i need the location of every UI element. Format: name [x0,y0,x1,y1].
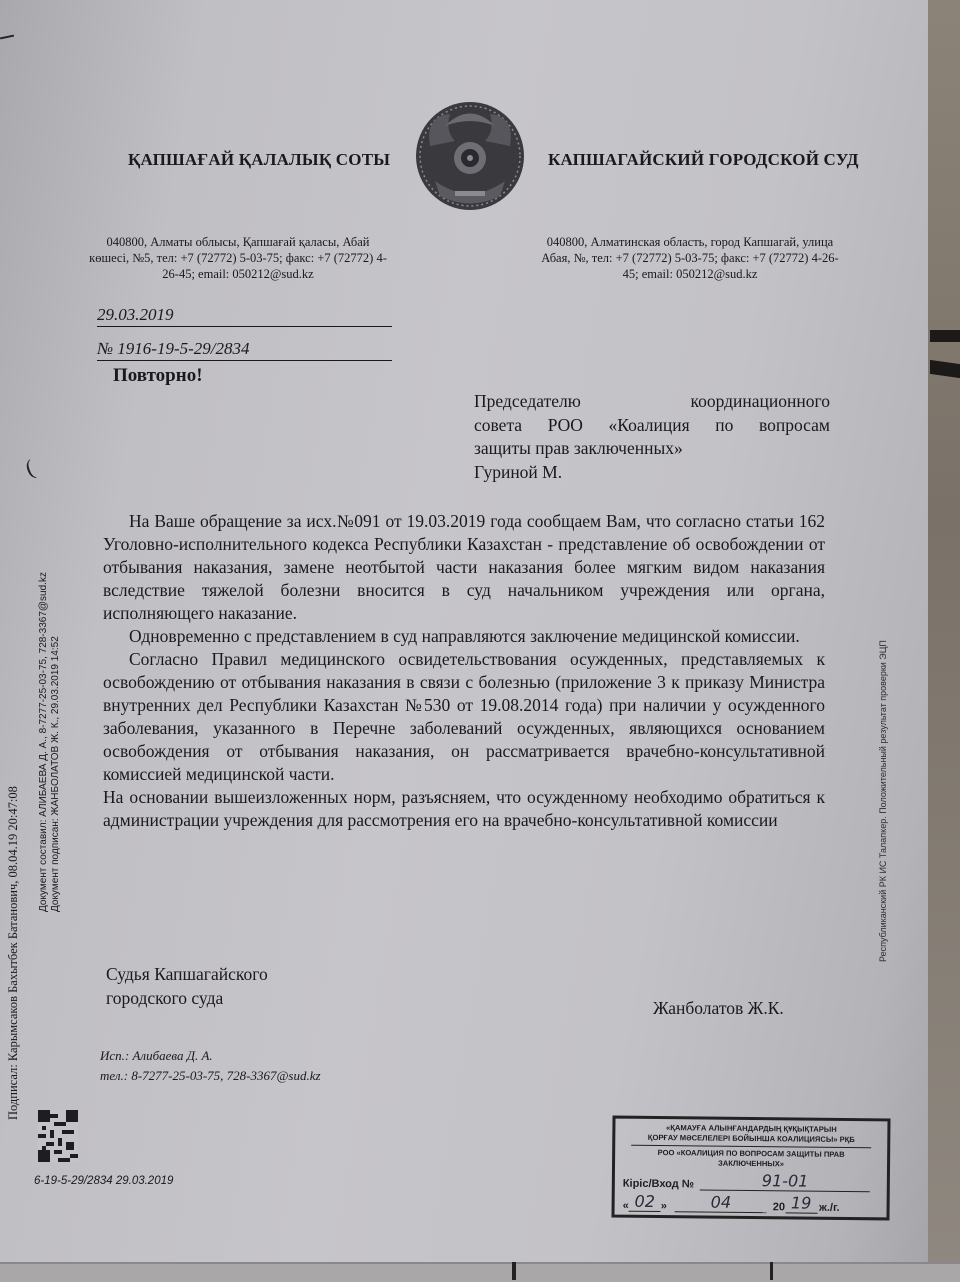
address-kz: 040800, Алматы облысы, Қапшағай қаласы, Абай көшесі, №5, тел: +7 (72772) 5-03-75; факс: +7 (72772) 4-26-45; email: 050212@sud.kz [89,235,387,281]
court-name-ru: КАПШАГАЙСКИЙ ГОРОДСКОЙ СУД [548,150,859,169]
margin-verification-note: Республиканский РК ИС Талапкер. Положительный результат проверки ЭЦП [878,640,888,962]
margin-signer-note: Подписал: Карымсаков Бахытбек Батанович, 08.04.19 20:47:08 [6,786,20,1120]
qr-code-icon [38,1110,78,1162]
signature-title [106,962,268,1010]
executor-block [100,1046,321,1086]
body-paragraph: На основании вышеизложенных норм, разъясняем, что осужденному необходимо обратиться к администрации учреждения для рассмотрения его на врачебно-консультативной комиссии [103,787,825,830]
repeat-notice: Повторно! [113,365,203,386]
signature-title-line: Судья Капшагайского [106,964,268,984]
court-name-kz: ҚАПШАҒАЙ ҚАЛАЛЫҚ СОТЫ [128,150,391,169]
desk-object [930,330,960,342]
pen-mark [770,1262,773,1280]
body-paragraph: На Ваше обращение за исх.№091 от 19.03.2019 года сообщаем Вам, что согласно статьи 162 Уголовно-исполнительного кодекса Республики Казахстан - представление об освобождении от отбывания наказания, замене неотбытой части наказания более мягким видом наказания вследствие тяжелой болезни вносится в суд начальником учреждения или органа, исполняющего наказание. [103,511,825,623]
signatory-name: Жанболатов Ж.К. [653,998,784,1018]
executor-name: Исп.: Алибаева Д. А. [100,1048,213,1063]
desk-background [925,0,960,1280]
addressee-line: защиты прав заключенных» [474,438,683,458]
body-paragraph: Согласно Правил медицинского освидетельствования осужденных, представляемых к освобождению от отбывания наказания в связи с болезнью (приложение 3 к приказу Министра внутренних дел Республики Казахстан №530 от 19.08.2014 года) при наличии у осужденного заболевания, указанного в Перечне заболеваний осужденных, являющихся основанием освобождения от отбывания наказания, он рассматривается врачебно-консультативной комиссией медицинской части. [103,649,825,784]
addressee-line: Председателю координационного [474,391,830,411]
address-ru: 040800, Алматинская область, город Капшагай, улица Абая, №, тел: +7 (72772) 5-03-75; факс: +7 (72772) 4-26-45; email: 050212@sud.kz [541,235,839,281]
incoming-stamp [611,1116,890,1221]
stamp-year: 19 [785,1193,817,1213]
stamp-org-ru: РОО «КОАЛИЦИЯ ПО ВОПРОСАМ ЗАЩИТЫ ПРАВ ЗАКЛЮЧЕННЫХ» [657,1148,845,1169]
stamp-incoming-label: Кіріс/Вход № [622,1177,695,1191]
pen-mark [512,1262,516,1280]
margin-document-info: Документ составил: АЛИБАЕВА Д. А., 8-7277-25-03-75, 728-3367@sud.kz Документ подписан: ЖАНБОЛАТОВ Ж. К., 29.03.2019 14:52 [38,572,61,912]
signature-title-line: городского суда [106,988,224,1008]
addressee-block [474,390,830,484]
registration-number: № 1916-19-5-29/2834 [97,338,392,361]
stamp-incoming-number: 91-01 [700,1170,870,1192]
executor-phone: тел.: 8-7277-25-03-75, 728-3367@sud.kz [100,1068,321,1083]
stamp-day: 02 [629,1192,661,1212]
addressee-line: совета РОО «Коалиция по вопросам [474,414,830,435]
underlying-page-edge [0,1262,960,1282]
addressee-name: Гуриной М. [474,461,563,482]
stamp-org-kz: «ҚАМАУҒА АЛЫНҒАНДАРДЫҢ ҚҰҚЫҚТАРЫН ҚОРҒАУ МӘСЕЛЕЛЕРІ БОЙЫНША КОАЛИЦИЯСЫ» РҚБ [647,1123,855,1145]
qr-caption: 6-19-5-29/2834 29.03.2019 [34,1175,174,1187]
registration-date: 29.03.2019 [97,304,392,327]
stamp-incoming-row [615,1170,887,1193]
pen-mark: ( [21,454,38,481]
body-paragraph: Одновременно с представлением в суд направляются заключение медицинской комиссии. [129,626,800,646]
letter-body [103,510,825,832]
stamp-month: 04 [675,1192,767,1213]
stamp-date-row: « 02 » 04 20 19 ж./г. [622,1191,840,1214]
pen-mark [0,35,14,40]
state-emblem-icon [405,96,535,216]
